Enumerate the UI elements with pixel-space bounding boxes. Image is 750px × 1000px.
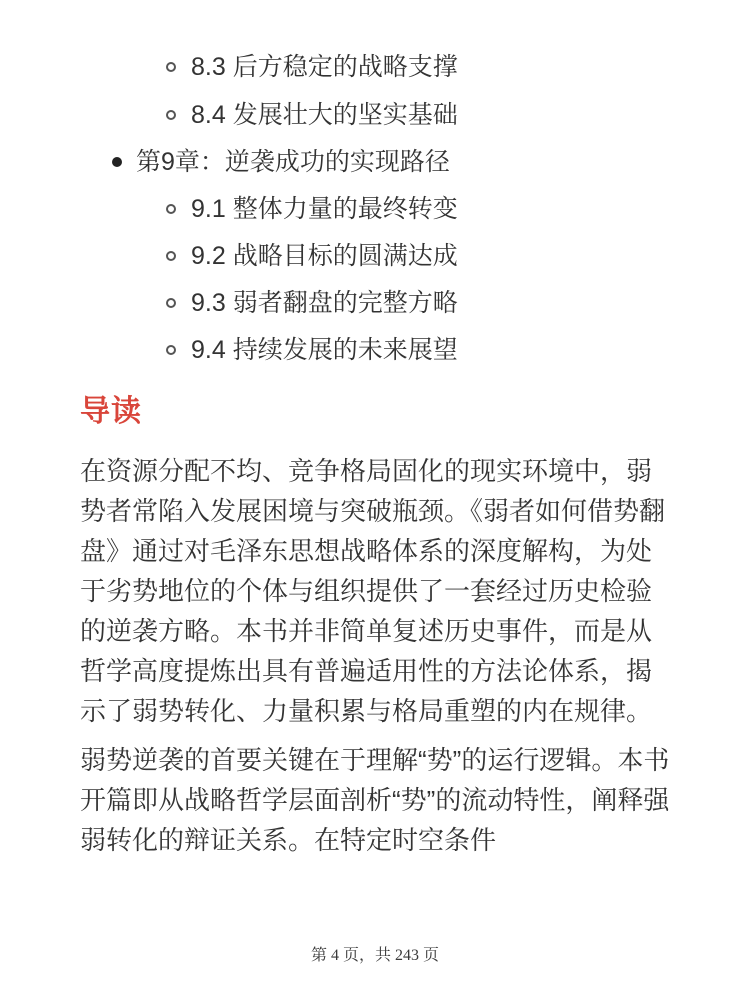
paragraph: 弱势逆袭的首要关键在于理解“势”的运行逻辑。本书开篇即从战略哲学层面剖析“势”的流动特性，阐释强弱转化的辩证关系。在特定时空条件 <box>80 745 670 855</box>
circle-bullet-icon <box>166 345 176 355</box>
toc-item <box>80 101 670 129</box>
toc-item-label: 第9章：逆袭成功的实现路径 <box>136 148 450 176</box>
toc-item-label: 8.3 后方稳定的战略支撑 <box>191 53 458 81</box>
body-text <box>80 451 670 860</box>
section-heading: 导读 <box>80 395 142 428</box>
circle-bullet-icon <box>166 298 176 308</box>
toc-item <box>80 148 670 176</box>
toc-item <box>80 242 670 270</box>
circle-bullet-icon <box>166 110 176 120</box>
paragraph: 在资源分配不均、竞争格局固化的现实环境中，弱势者常陷入发展困境与突破瓶颈。《弱者如何借势翻盘》通过对毛泽东思想战略体系的深度解构，为处于劣势地位的个体与组织提供了一套经过历史检验的逆袭方略。本书并非简单复述历史事件，而是从哲学高度提炼出具有普遍适用性的方法论体系，揭示了弱势转化、力量积累与格局重塑的内在规律。 <box>80 456 666 726</box>
disc-bullet-icon <box>112 157 122 167</box>
circle-bullet-icon <box>166 204 176 214</box>
toc-item-label: 9.2 战略目标的圆满达成 <box>191 242 458 270</box>
toc-item-label: 8.4 发展壮大的坚实基础 <box>191 101 458 129</box>
toc-item <box>80 289 670 317</box>
toc-item <box>80 336 670 364</box>
toc-item <box>80 53 670 81</box>
toc-item-label: 9.3 弱者翻盘的完整方略 <box>191 289 458 317</box>
toc-item <box>80 195 670 223</box>
circle-bullet-icon <box>166 62 176 72</box>
table-of-contents <box>80 53 670 364</box>
toc-item-label: 9.4 持续发展的未来展望 <box>191 336 458 364</box>
page-number-indicator: 第 4 页，共 243 页 <box>310 947 439 964</box>
circle-bullet-icon <box>166 251 176 261</box>
toc-item-label: 9.1 整体力量的最终转变 <box>191 195 458 223</box>
